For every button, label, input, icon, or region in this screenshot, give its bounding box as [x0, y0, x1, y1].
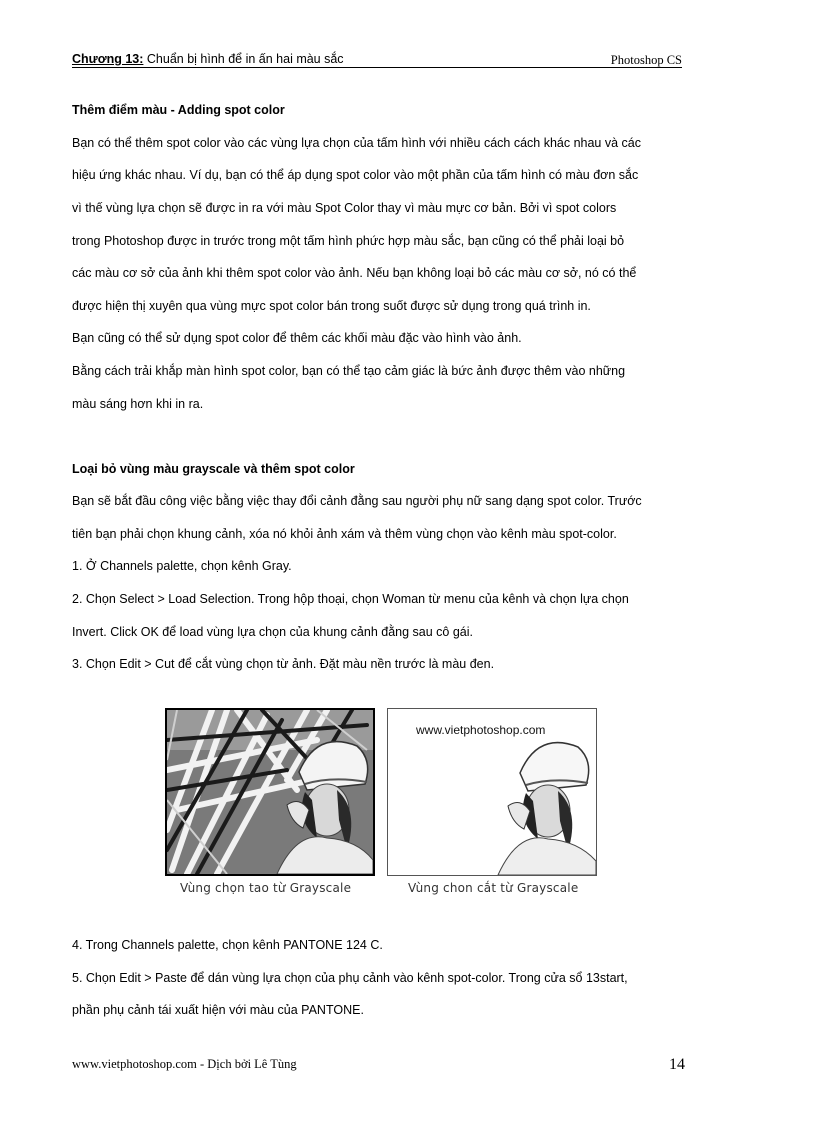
page-header: [72, 51, 682, 68]
paragraph-line: Bạn sẽ bắt đầu công việc bằng việc thay đổi cảnh đằng sau người phụ nữ sang dạng spot color. Trước: [72, 494, 642, 508]
grayscale-cut-image: [387, 708, 597, 876]
step-item: 3. Chọn Edit > Cut để cắt vùng chọn từ ảnh. Đặt màu nền trước là màu đen.: [72, 657, 495, 671]
page-number: 14: [669, 1056, 685, 1073]
paragraph-line: tiên bạn phải chọn khung cảnh, xóa nó khỏi ảnh xám và thêm vùng chọn vào kênh màu spot-color.: [72, 527, 617, 541]
paragraph-line: Bằng cách trải khắp màn hình spot color, bạn có thể tạo cảm giác là bức ảnh được thêm vào những: [72, 364, 626, 378]
step-item: 2. Chọn Select > Load Selection. Trong hộp thoại, chọn Woman từ menu của kênh và chọn lựa chọn: [72, 592, 629, 606]
paragraph-line: vì thế vùng lựa chọn sẽ được in ra với màu Spot Color thay vì màu mực cơ bản. Bởi vì spot colors: [72, 201, 617, 215]
paragraph-line: được hiện thị xuyên qua vùng mực spot color bán trong suốt được sử dụng trong quá trình in.: [72, 299, 591, 313]
step-item: phần phụ cảnh tái xuất hiện với màu của PANTONE.: [72, 1003, 364, 1017]
section-heading-remove-grayscale: Loại bỏ vùng màu grayscale và thêm spot color: [72, 462, 355, 476]
step-item: Invert. Click OK để load vùng lựa chọn của khung cảnh đằng sau cô gái.: [72, 625, 473, 639]
step-item: 5. Chọn Edit > Paste để dán vùng lựa chọn của phụ cảnh vào kênh spot-color. Trong cửa sổ 13start,: [72, 971, 628, 985]
paragraph-line: Bạn có thể thêm spot color vào các vùng lựa chọn của tấm hình với nhiều cách cách khác nhau và các: [72, 136, 641, 150]
paragraph-line: trong Photoshop được in trước trong một tấm hình phức hợp màu sắc, bạn cũng có thể phải loại bỏ: [72, 234, 625, 248]
chapter-label: Chương 13:: [72, 52, 144, 66]
paragraph-line: các màu cơ sở của ảnh khi thêm spot color vào ảnh. Nếu bạn không loại bỏ các màu cơ sở, nó có thể: [72, 266, 637, 280]
grayscale-selection-image: [165, 708, 375, 876]
paragraph-line: Bạn cũng có thể sử dụng spot color để thêm các khối màu đặc vào hình vào ảnh.: [72, 331, 522, 345]
section-heading-adding-spot-color: Thêm điểm màu - Adding spot color: [72, 103, 285, 117]
left-figure-caption: Vùng chọn tao từ Grayscale: [180, 881, 352, 895]
grayscale-scene-graphic: [167, 710, 373, 874]
footer-credit: www.vietphotoshop.com - Dịch bởi Lê Tùng: [72, 1057, 297, 1071]
step-item: 1. Ở Channels palette, chọn kênh Gray.: [72, 559, 292, 573]
chapter-heading: [72, 51, 344, 67]
paragraph-line: màu sáng hơn khi in ra.: [72, 397, 204, 411]
right-figure-caption: Vùng chon cắt từ Grayscale: [408, 881, 579, 895]
chapter-title: Chuẩn bị hình để in ấn hai màu sắc: [143, 52, 344, 66]
step-item: 4. Trong Channels palette, chọn kênh PANTONE 124 C.: [72, 938, 383, 952]
watermark-text: www.vietphotoshop.com: [416, 723, 546, 737]
paragraph-line: hiệu ứng khác nhau. Ví dụ, bạn có thể áp dụng spot color vào một phần của tấm hình có màu đơn sắc: [72, 168, 639, 182]
app-name: Photoshop CS: [610, 53, 682, 67]
